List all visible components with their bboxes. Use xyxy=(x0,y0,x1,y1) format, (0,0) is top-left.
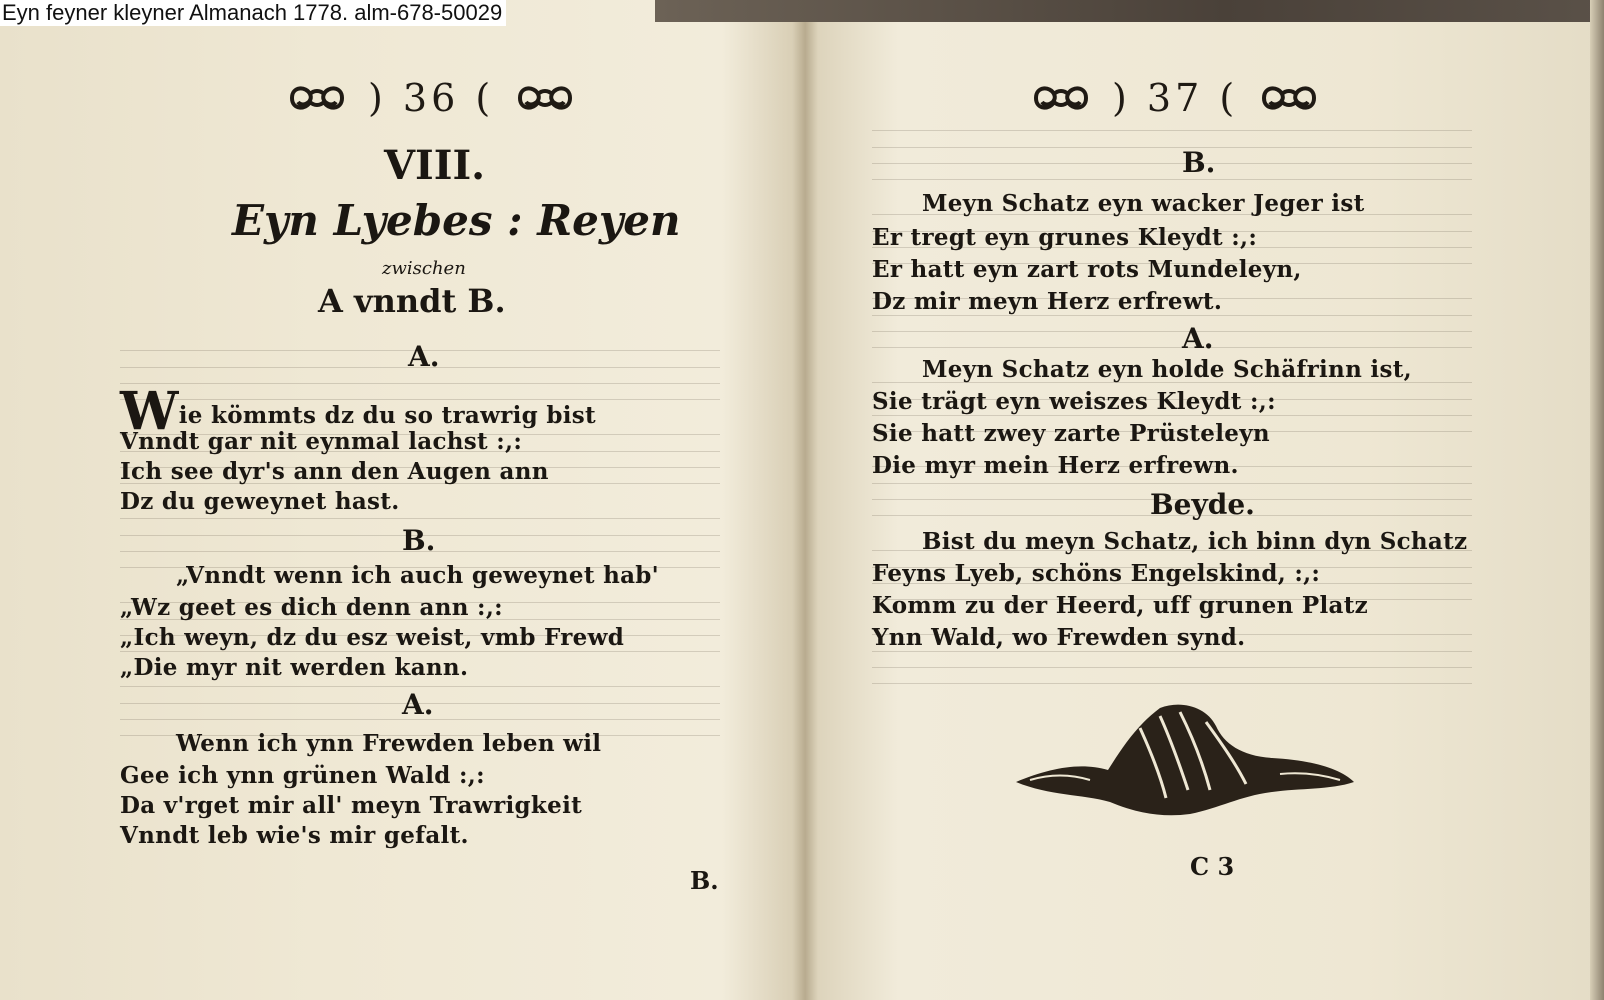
verse-line: Komm zu der Heerd, uff grunen Platz xyxy=(872,592,1368,619)
verse-line: Meyn Schatz eyn holde Schäfrinn ist, xyxy=(922,356,1412,383)
page-number: ) 36 ( xyxy=(368,76,495,120)
poem-subtitle: A vnndt B. xyxy=(318,282,506,320)
rococo-vignette-icon xyxy=(1010,698,1360,822)
signature-mark: C 3 xyxy=(1190,852,1235,881)
verse-line: Die myr mein Herz erfrewn. xyxy=(872,452,1239,479)
left-page xyxy=(0,0,800,1000)
speaker-label: B. xyxy=(1182,146,1216,179)
verse-line: Dz mir meyn Herz erfrewt. xyxy=(872,288,1223,315)
ornament-icon xyxy=(516,80,574,116)
speaker-label: A. xyxy=(408,340,440,373)
verse-line: Ynn Wald, wo Frewden synd. xyxy=(872,624,1246,651)
speaker-label: B. xyxy=(402,524,436,557)
subtitle-small: zwischen xyxy=(382,258,466,279)
speaker-label: A. xyxy=(1182,322,1214,355)
verse-line: Vnndt leb wie's mir gefalt. xyxy=(120,822,469,849)
verse-line: Meyn Schatz eyn wacker Jeger ist xyxy=(922,190,1365,217)
catchword: B. xyxy=(690,866,719,895)
ornament-icon xyxy=(288,80,346,116)
verse-line: Wenn ich ynn Frewden leben wil xyxy=(176,730,602,757)
verse-line: Feyns Lyeb, schöns Engelskind, :,: xyxy=(872,560,1321,587)
ornament-icon xyxy=(1260,80,1318,116)
verse-line: Da v'rget mir all' meyn Trawrigkeit xyxy=(120,792,583,819)
speaker-label: A. xyxy=(402,688,434,721)
poem-title: Eyn Lyebes : Reyen xyxy=(232,196,681,245)
page-header xyxy=(1032,76,1318,120)
image-caption: Eyn feyner kleyner Almanach 1778. alm-678-50029 xyxy=(0,0,506,26)
verse-line: „Wz geet es dich denn ann :,: xyxy=(120,594,503,621)
drop-cap: W xyxy=(120,381,179,442)
verse-line: Er tregt eyn grunes Kleydt :,: xyxy=(872,224,1258,251)
ornament-icon xyxy=(1032,80,1090,116)
verse-line: Ich see dyr's ann den Augen ann xyxy=(120,458,549,485)
verse-line: Bist du meyn Schatz, ich binn dyn Schatz xyxy=(922,528,1468,555)
verse-line: „Ich weyn, dz du esz weist, vmb Frewd xyxy=(120,624,625,651)
verse-line: Gee ich ynn grünen Wald :,: xyxy=(120,762,485,789)
verse-line: Vnndt gar nit eynmal lachst :,: xyxy=(120,428,523,455)
speaker-label: Beyde. xyxy=(1150,488,1255,521)
section-number: VIII. xyxy=(384,142,486,189)
page-number: ) 37 ( xyxy=(1112,76,1239,120)
right-page xyxy=(810,0,1604,1000)
page-header xyxy=(288,76,574,120)
verse-line: „Vnndt wenn ich auch geweynet hab' xyxy=(176,562,660,589)
verse-line: Sie trägt eyn weiszes Kleydt :,: xyxy=(872,388,1276,415)
verse-line: Wie kömmts dz du so trawrig bist xyxy=(120,381,596,442)
verse-line: Sie hatt zwey zarte Prüsteleyn xyxy=(872,420,1270,447)
verse-line: „Die myr nit werden kann. xyxy=(120,654,469,681)
verse-line: Dz du geweynet hast. xyxy=(120,488,400,515)
verse-line: Er hatt eyn zart rots Mundeleyn, xyxy=(872,256,1302,283)
